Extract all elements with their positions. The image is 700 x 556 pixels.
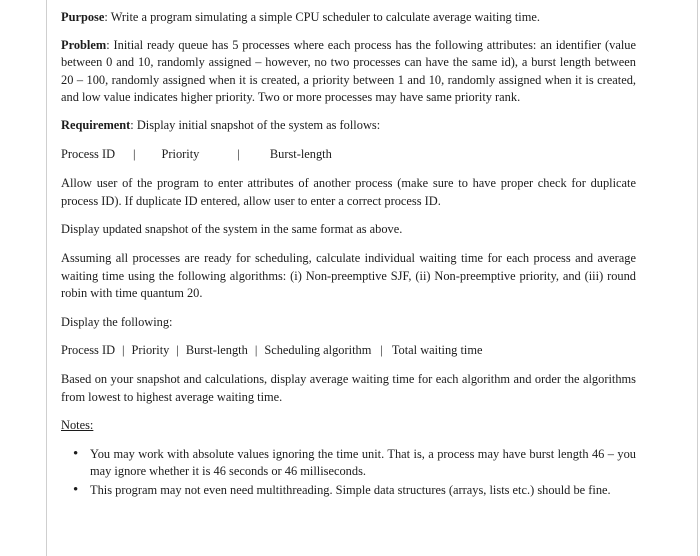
result-col-process-id: Process ID — [61, 343, 116, 358]
assuming-paragraph: Assuming all processes are ready for scheduling, calculate individual waiting time for each process and average waiting time using the following algorithms: (i) Non-preemptive SJF, (ii) Non-preemptive priority, and (iii) round robin with time quantum 20. — [61, 250, 636, 301]
problem-label: Problem — [61, 37, 107, 52]
result-col-total-waiting-time: Total waiting time — [391, 343, 483, 358]
assignment-document — [61, 9, 636, 499]
column-separator: | — [254, 343, 258, 358]
purpose-paragraph — [61, 9, 636, 27]
display-following-paragraph: Display the following: — [61, 314, 173, 329]
column-separator: | — [380, 343, 383, 358]
note-item: • This program may not even need multithreading. Simple data structures (arrays, lists etc.) should be fine. — [79, 482, 636, 500]
problem-text: : Initial ready queue has 5 processes where each process has the following attributes: an identifier (value between 0 and 10, randomly assigned – however, no two processes can have the same id), a burst length between 20 – 100, randomly assigned when it is created, a priority between 1 and 10, randomly assigned when it is created, and low value indicates higher priority. Two or more processes may have same priority rank. — [61, 37, 636, 105]
snapshot-col-burst-length: Burst-length — [269, 146, 332, 161]
result-format-line — [61, 342, 636, 360]
snapshot-col-process-id: Process ID — [61, 146, 116, 161]
requirement-paragraph — [61, 117, 636, 135]
snapshot-col-priority: Priority — [161, 146, 200, 161]
result-col-priority: Priority — [131, 343, 170, 358]
based-on-paragraph: Based on your snapshot and calculations, display average waiting time for each algorithm and order the algorithms from lowest to highest average waiting time. — [61, 371, 636, 404]
display-updated-paragraph: Display updated snapshot of the system in the same format as above. — [61, 222, 403, 237]
notes-heading: Notes: — [61, 418, 94, 433]
requirement-text: : Display initial snapshot of the system as follows: — [130, 117, 381, 132]
problem-paragraph — [61, 37, 636, 107]
result-col-burst-length: Burst-length — [185, 343, 248, 358]
notes-list — [61, 446, 636, 500]
result-col-scheduling-algorithm: Scheduling algorithm — [264, 343, 372, 358]
column-separator: | — [237, 146, 240, 161]
requirement-label: Requirement — [61, 117, 131, 132]
snapshot-format-line — [61, 146, 636, 164]
column-separator: | — [176, 343, 179, 358]
note-item: • You may work with absolute values ignoring the time unit. That is, a process may have burst length 46 – you may ignore whether it is 46 seconds or 46 milliseconds. — [79, 446, 636, 481]
column-separator: | — [122, 343, 125, 358]
purpose-text: : Write a program simulating a simple CPU scheduler to calculate average waiting time. — [104, 10, 540, 24]
allow-user-paragraph: Allow user of the program to enter attributes of another process (make sure to have proper check for duplicate process ID). If duplicate ID entered, allow user to enter a correct process ID. — [61, 176, 636, 208]
purpose-label: Purpose — [61, 10, 105, 24]
column-separator: | — [133, 146, 136, 161]
